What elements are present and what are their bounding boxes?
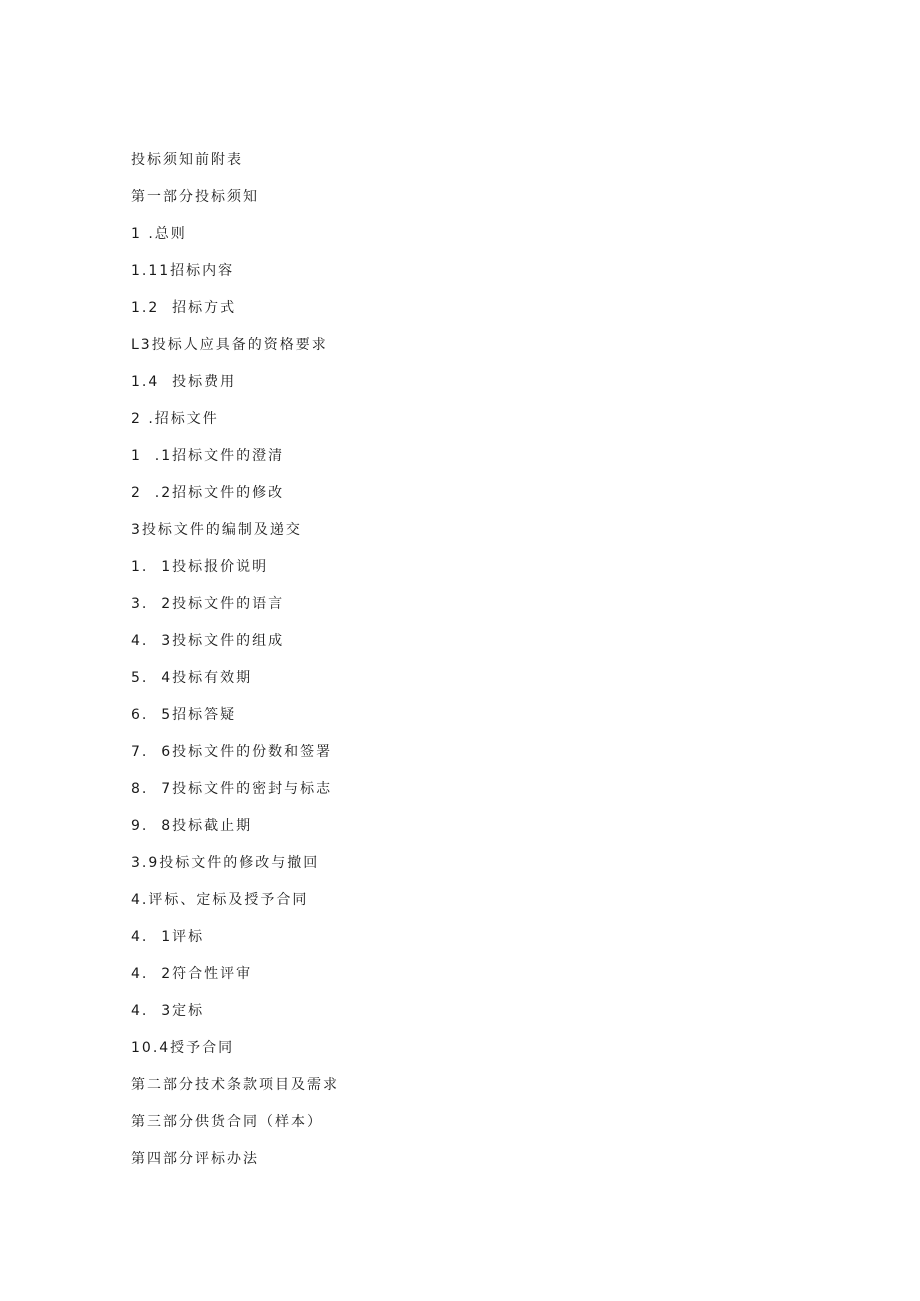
toc-entry-part-3: 第三部分供货合同（样本）	[131, 1114, 323, 1130]
toc-entry-award-decision: 4. 3定标	[131, 1003, 205, 1019]
toc-entry-tender-method: 1.2 招标方式	[131, 300, 237, 316]
toc-entry-part-2: 第二部分技术条款项目及需求	[131, 1077, 339, 1093]
toc-entry-tender-documents: 2 .招标文件	[131, 411, 219, 427]
table-of-contents	[131, 148, 731, 1184]
toc-entry-copies-signing: 7. 6投标文件的份数和签署	[131, 744, 333, 760]
toc-entry-bid-preparation: 3投标文件的编制及递交	[131, 522, 302, 538]
toc-entry-part-1: 第一部分投标须知	[131, 189, 259, 205]
toc-entry-bid-language: 3. 2投标文件的语言	[131, 596, 285, 612]
toc-entry-tender-content: 1.11招标内容	[131, 263, 235, 279]
toc-entry-qa: 6. 5招标答疑	[131, 707, 237, 723]
toc-entry-amendment: 2 .2招标文件的修改	[131, 485, 285, 501]
toc-entry-clarification: 1 .1招标文件的澄清	[131, 448, 285, 464]
toc-entry-general: 1 .总则	[131, 226, 187, 242]
toc-entry-bid-price: 1. 1投标报价说明	[131, 559, 269, 575]
toc-entry-part-4: 第四部分评标办法	[131, 1151, 259, 1167]
toc-entry-front-table: 投标须知前附表	[131, 152, 243, 168]
toc-entry-bid-cost: 1.4 投标费用	[131, 374, 237, 390]
toc-entry-contract-award: 10.4授予合同	[131, 1040, 235, 1056]
toc-entry-sealing-marking: 8. 7投标文件的密封与标志	[131, 781, 333, 797]
toc-entry-evaluation: 4. 1评标	[131, 929, 205, 945]
toc-entry-bid-composition: 4. 3投标文件的组成	[131, 633, 285, 649]
toc-entry-deadline: 9. 8投标截止期	[131, 818, 253, 834]
toc-entry-modification-withdrawal: 3.9投标文件的修改与撤回	[131, 855, 320, 871]
toc-entry-evaluation-award: 4.评标、定标及授予合同	[131, 892, 309, 908]
toc-entry-bidder-qualification: L3投标人应具备的资格要求	[131, 337, 328, 353]
toc-entry-compliance-review: 4. 2符合性评审	[131, 966, 253, 982]
toc-entry-bid-validity: 5. 4投标有效期	[131, 670, 253, 686]
